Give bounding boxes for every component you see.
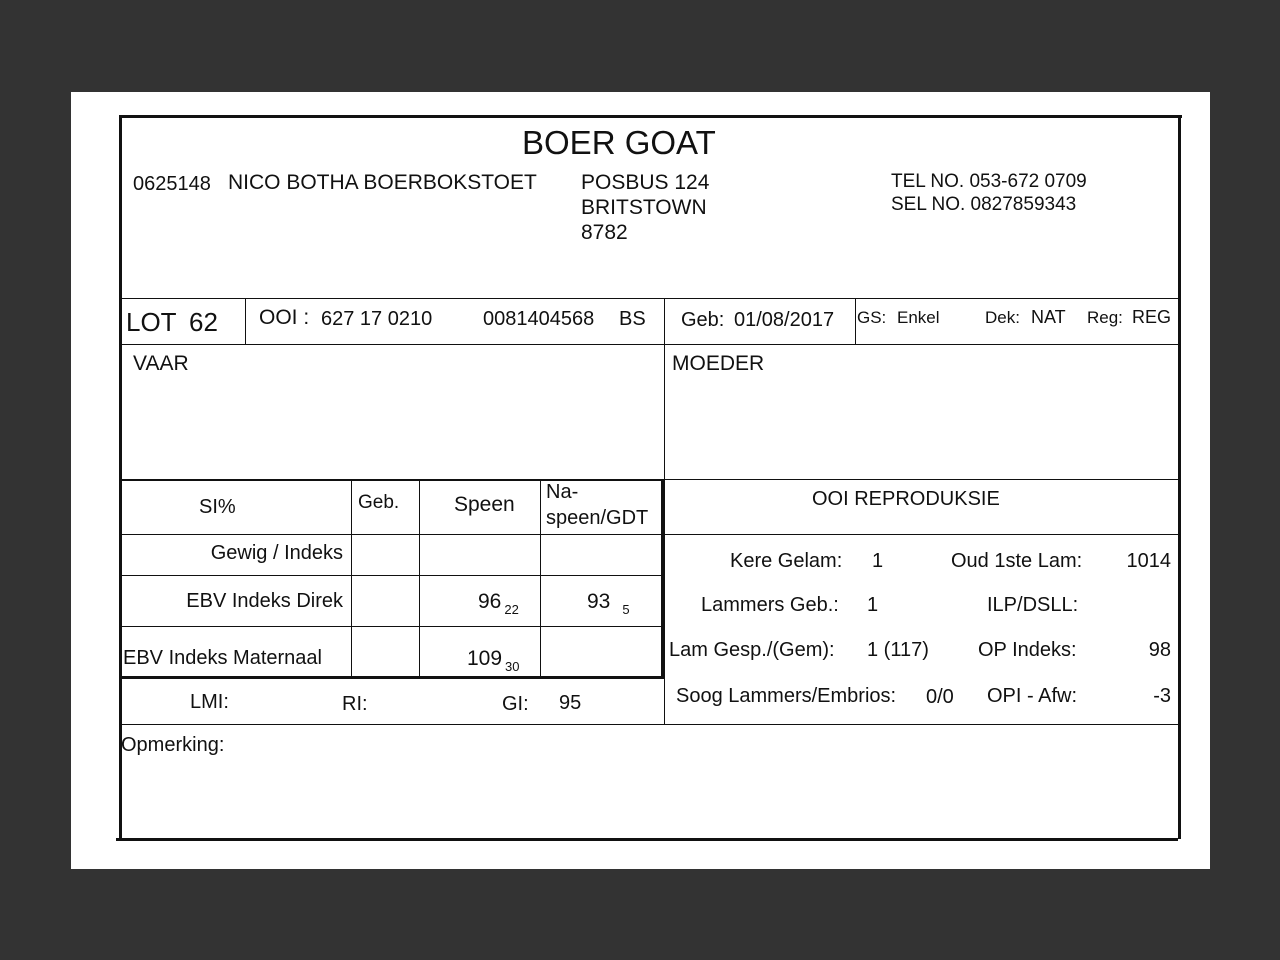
gs-value: Enkel [897,308,940,327]
lam-gesp-label: Lam Gesp./(Gem): [669,639,835,661]
perf-col-speen [419,480,420,677]
address-line-3: 8782 [581,221,628,244]
address-line-1: POSBUS 124 [581,171,710,194]
ilp-dsll-label: ILP/DSLL: [987,594,1079,616]
naspeen-header-line1: Na- [546,481,579,503]
ooi-label: OOI : [259,306,310,329]
gs-label: GS: [857,308,887,327]
kere-gelam-value: 1 [872,550,884,572]
geb-label: Geb: [681,309,725,331]
direk-naspeen: 93 [587,590,611,613]
lot-divider [245,298,246,345]
lammers-geb-value: 1 [867,594,879,616]
dam-label: MOEDER [672,352,765,375]
row-direk-label: EBV Indeks Direk [186,590,343,612]
lot-number: 62 [189,307,218,337]
lam-gesp-value: 1 (117) [867,639,929,661]
direk-speen-accuracy: 22 [504,602,519,617]
oud-1ste-lam-label: Oud 1ste Lam: [951,550,1083,572]
reg-label: Reg: [1087,308,1123,327]
perf-bottom-line [121,724,1179,725]
perf-row2-line [121,626,664,627]
card-border-bottom [116,838,1178,841]
lmi-label: LMI: [190,691,229,713]
pedigree-bottom-line [121,479,664,481]
row-maternaal-label: EBV Indeks Maternaal [123,647,322,669]
perf-col-end [661,480,664,677]
sel-number: SEL NO. 0827859343 [891,194,1077,215]
maternaal-speen-accuracy: 30 [505,659,520,674]
tel-number: TEL NO. 053-672 0709 [891,171,1087,192]
info-row-bottom-line [121,344,1179,345]
card-border-right [1178,115,1181,839]
maternaal-speen-value [467,648,520,673]
maternaal-speen: 109 [467,647,503,670]
direk-naspeen-accuracy: 5 [622,602,630,617]
speen-header: Speen [454,493,515,516]
soog-label: Soog Lammers/Embrios: [676,685,897,707]
info-row-top-line [121,298,1179,299]
gi-label: GI: [502,693,529,715]
pedigree-bottom-line-right [664,479,1179,480]
perf-row1-line [121,575,664,576]
registration-number: 0081404568 [483,308,595,330]
address-line-2: BRITSTOWN [581,196,707,219]
card-border-left [119,115,122,839]
opi-afw-label: OPI - Afw: [987,685,1078,707]
gs-divider [855,298,856,345]
remarks-label: Opmerking: [121,734,225,756]
perf-header-line [121,534,664,535]
geb-date: 01/08/2017 [734,309,835,331]
reg-value: REG [1132,307,1172,327]
opi-afw-value: -3 [1153,685,1171,707]
bs-code: BS [619,308,646,330]
breeder-code: 0625148 [133,173,211,195]
row-gewig-label: Gewig / Indeks [210,542,343,564]
direk-naspeen-value [587,591,630,616]
dek-value: NAT [1031,307,1066,327]
lammers-geb-label: Lammers Geb.: [701,594,839,616]
lot-label: LOT [126,307,177,337]
dek-label: Dek: [985,308,1020,327]
gi-value: 95 [559,692,582,714]
soog-value: 0/0 [926,686,954,708]
direk-speen-value [478,591,519,616]
sale-card [71,92,1210,869]
repro-title: OOI REPRODUKSIE [812,488,1000,510]
card-border-top [119,115,1182,118]
ri-label: RI: [342,693,368,715]
direk-speen: 96 [478,590,502,613]
ooi-id: 627 17 0210 [321,308,433,330]
perf-row3-line [121,676,664,679]
oud-1ste-lam-value: 1014 [1126,550,1171,572]
si-header: SI% [199,496,236,518]
geb-divider [664,298,665,345]
card-title: BOER GOAT [522,124,716,161]
sire-label: VAAR [133,352,189,375]
repro-title-line [664,534,1179,535]
naspeen-header-line2: speen/GDT [546,507,649,529]
op-indeks-label: OP Indeks: [978,639,1077,661]
perf-col-geb [351,480,352,677]
kere-gelam-label: Kere Gelam: [730,550,843,572]
perf-col-naspeen [540,480,541,677]
breeder-name: NICO BOTHA BOERBOKSTOET [228,171,537,194]
op-indeks-value: 98 [1148,639,1171,661]
geb-header: Geb. [358,492,400,513]
